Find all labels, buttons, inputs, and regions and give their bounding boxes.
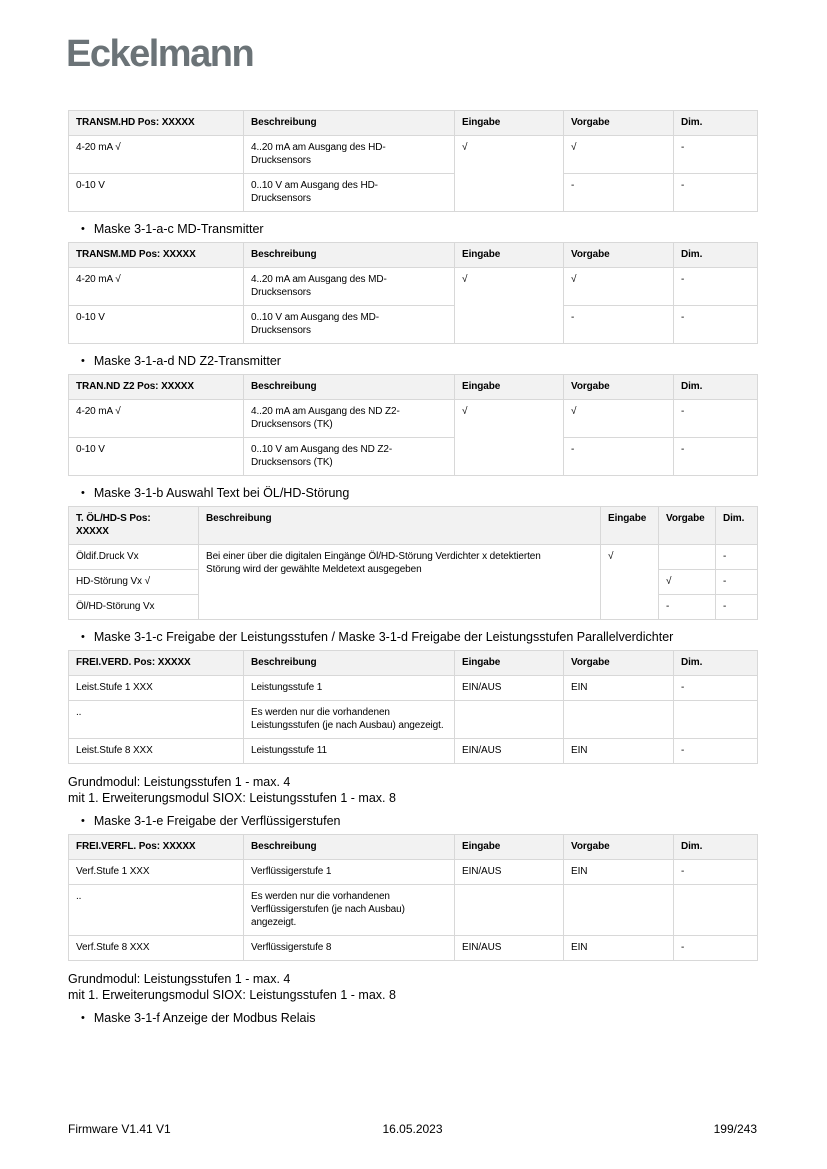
bullet-text: Maske 3-1-a-d ND Z2-Transmitter <box>93 354 281 368</box>
table-transm-md <box>68 242 758 344</box>
column-header: Beschreibung <box>244 835 455 860</box>
column-header: Beschreibung <box>244 375 455 400</box>
table-frei-verfl <box>68 834 758 961</box>
note-grundmodul-1 <box>68 774 757 806</box>
bullet-maske-3-1-b <box>68 486 757 501</box>
column-header: Vorgabe <box>564 111 674 136</box>
table-cell: - <box>716 570 758 595</box>
column-header: T. ÖL/HD-S Pos: XXXXX <box>69 507 199 545</box>
column-header: Vorgabe <box>564 651 674 676</box>
table-cell: .. <box>69 701 244 739</box>
table-cell: Es werden nur die vorhandenen Leistungsstufen (je nach Ausbau) angezeigt. <box>244 701 455 739</box>
table-cell: Verflüssigerstufe 8 <box>244 936 455 961</box>
bullet-maske-3-1-a-d <box>68 354 757 369</box>
table-row <box>69 676 758 701</box>
footer-firmware-version: Firmware V1.41 V1 <box>68 1122 171 1136</box>
column-header: Dim. <box>674 111 758 136</box>
table-cell: Verf.Stufe 8 XXX <box>69 936 244 961</box>
table-row <box>69 136 758 174</box>
note-line: mit 1. Erweiterungsmodul SIOX: Leistungsstufen 1 - max. 8 <box>68 988 396 1002</box>
table-cell: √ <box>455 136 564 212</box>
table-cell: √ <box>659 570 716 595</box>
column-header: TRANSM.HD Pos: XXXXX <box>69 111 244 136</box>
bullet-marker: • <box>81 631 85 643</box>
table-header-row <box>69 375 758 400</box>
column-header: Eingabe <box>455 375 564 400</box>
bullet-marker: • <box>81 355 85 367</box>
bullet-marker: • <box>81 815 85 827</box>
table-cell: 4-20 mA √ <box>69 136 244 174</box>
column-header: Vorgabe <box>564 375 674 400</box>
note-line: Grundmodul: Leistungsstufen 1 - max. 4 <box>68 972 291 986</box>
table-header-row <box>69 507 758 545</box>
table-cell: - <box>564 438 674 476</box>
table-row <box>69 701 758 739</box>
table-cell: 4..20 mA am Ausgang des ND Z2- Drucksensors (TK) <box>244 400 455 438</box>
table-cell: 4..20 mA am Ausgang des MD- Drucksensors <box>244 268 455 306</box>
bullet-maske-3-1-e <box>68 814 757 829</box>
table-cell: 0..10 V am Ausgang des HD- Drucksensors <box>244 174 455 212</box>
table-cell <box>564 885 674 936</box>
table-cell: EIN/AUS <box>455 860 564 885</box>
table-cell: Öldif.Druck Vx <box>69 545 199 570</box>
table-cell: Es werden nur die vorhandenen Verflüssigerstufen (je nach Ausbau) angezeigt. <box>244 885 455 936</box>
table-cell: 0..10 V am Ausgang des MD- Drucksensors <box>244 306 455 344</box>
table-row <box>69 174 758 212</box>
column-header: Vorgabe <box>564 835 674 860</box>
table-cell: EIN/AUS <box>455 936 564 961</box>
table-cell: 0-10 V <box>69 174 244 212</box>
table-cell: Leistungsstufe 1 <box>244 676 455 701</box>
table-cell: Leist.Stufe 8 XXX <box>69 739 244 764</box>
table-cell: 0-10 V <box>69 438 244 476</box>
table-header-row <box>69 835 758 860</box>
column-header: Eingabe <box>455 111 564 136</box>
table-cell: Öl/HD-Störung Vx <box>69 595 199 620</box>
table-header-row <box>69 651 758 676</box>
column-header: Dim. <box>674 375 758 400</box>
table-tran-nd-z2 <box>68 374 758 476</box>
column-header: Beschreibung <box>244 651 455 676</box>
column-header: TRAN.ND Z2 Pos: XXXXX <box>69 375 244 400</box>
table-cell: - <box>674 174 758 212</box>
table-cell: - <box>674 306 758 344</box>
table-cell: .. <box>69 885 244 936</box>
table-cell: Bei einer über die digitalen Eingänge Öl/HD-Störung Verdichter x detektierten Störung wird der gewählte Meldetext ausgegeben <box>199 545 601 620</box>
column-header: FREI.VERFL. Pos: XXXXX <box>69 835 244 860</box>
table-frei-verd <box>68 650 758 764</box>
table-cell: - <box>564 174 674 212</box>
table-cell: 0..10 V am Ausgang des ND Z2- Drucksensors (TK) <box>244 438 455 476</box>
table-cell: - <box>716 545 758 570</box>
table-cell: √ <box>564 136 674 174</box>
table-row <box>69 438 758 476</box>
bullet-maske-3-1-f <box>68 1011 757 1026</box>
table-row <box>69 306 758 344</box>
column-header: Beschreibung <box>244 243 455 268</box>
table-cell: √ <box>564 268 674 306</box>
footer-date: 16.05.2023 <box>382 1122 443 1136</box>
table-cell: EIN <box>564 739 674 764</box>
table-cell: √ <box>455 400 564 476</box>
table-header-row <box>69 243 758 268</box>
bullet-text: Maske 3-1-a-c MD-Transmitter <box>93 222 264 236</box>
table-cell: - <box>564 306 674 344</box>
table-cell: - <box>674 136 758 174</box>
column-header: Dim. <box>674 243 758 268</box>
table-cell: 4-20 mA √ <box>69 268 244 306</box>
column-header: Dim. <box>674 835 758 860</box>
bullet-text: Maske 3-1-e Freigabe der Verflüssigerstufen <box>93 814 341 828</box>
page-content <box>68 110 757 1031</box>
table-cell: EIN <box>564 676 674 701</box>
table-row <box>69 936 758 961</box>
table-cell <box>659 545 716 570</box>
table-row <box>69 860 758 885</box>
table-cell: - <box>674 438 758 476</box>
column-header: Beschreibung <box>244 111 455 136</box>
table-transm-hd <box>68 110 758 212</box>
table-cell: - <box>659 595 716 620</box>
note-line: mit 1. Erweiterungsmodul SIOX: Leistungsstufen 1 - max. 8 <box>68 791 396 805</box>
table-cell: - <box>674 268 758 306</box>
column-header: Eingabe <box>455 243 564 268</box>
column-header: Vorgabe <box>564 243 674 268</box>
note-line: Grundmodul: Leistungsstufen 1 - max. 4 <box>68 775 291 789</box>
footer-page-number: 199/243 <box>713 1122 758 1136</box>
table-cell: - <box>716 595 758 620</box>
table-cell <box>455 701 564 739</box>
table-cell <box>674 701 758 739</box>
table-cell <box>564 701 674 739</box>
table-cell: - <box>674 739 758 764</box>
table-row <box>69 545 758 570</box>
column-header: Dim. <box>674 651 758 676</box>
table-row <box>69 268 758 306</box>
column-header: Vorgabe <box>659 507 716 545</box>
bullet-text: Maske 3-1-b Auswahl Text bei ÖL/HD-Störung <box>93 486 350 500</box>
table-cell: 4-20 mA √ <box>69 400 244 438</box>
table-cell: EIN <box>564 860 674 885</box>
column-header: Eingabe <box>601 507 659 545</box>
column-header: Beschreibung <box>199 507 601 545</box>
table-cell <box>674 885 758 936</box>
table-row <box>69 739 758 764</box>
table-cell: Verf.Stufe 1 XXX <box>69 860 244 885</box>
table-cell: 0-10 V <box>69 306 244 344</box>
table-cell: - <box>674 400 758 438</box>
column-header: TRANSM.MD Pos: XXXXX <box>69 243 244 268</box>
table-cell: √ <box>601 545 659 620</box>
bullet-marker: • <box>81 223 85 235</box>
column-header: FREI.VERD. Pos: XXXXX <box>69 651 244 676</box>
bullet-maske-3-1-a-c <box>68 222 757 237</box>
note-grundmodul-2 <box>68 971 757 1003</box>
table-cell: HD-Störung Vx √ <box>69 570 199 595</box>
bullet-text: Maske 3-1-f Anzeige der Modbus Relais <box>93 1011 316 1025</box>
column-header: Eingabe <box>455 835 564 860</box>
bullet-maske-3-1-c <box>68 630 757 645</box>
table-cell: - <box>674 936 758 961</box>
table-cell: EIN/AUS <box>455 739 564 764</box>
table-cell: EIN <box>564 936 674 961</box>
table-cell: - <box>674 676 758 701</box>
bullet-text: Maske 3-1-c Freigabe der Leistungsstufen / Maske 3-1-d Freigabe der Leistungsstufen Parallelverdichter <box>93 630 674 644</box>
table-cell: √ <box>455 268 564 344</box>
column-header: Dim. <box>716 507 758 545</box>
table-cell: Leistungsstufe 11 <box>244 739 455 764</box>
bullet-marker: • <box>81 1012 85 1024</box>
page-footer <box>68 1122 757 1136</box>
table-row <box>69 885 758 936</box>
table-cell <box>455 885 564 936</box>
table-row <box>69 400 758 438</box>
table-cell: Verflüssigerstufe 1 <box>244 860 455 885</box>
table-cell: - <box>674 860 758 885</box>
table-cell: 4..20 mA am Ausgang des HD- Drucksensors <box>244 136 455 174</box>
table-cell: EIN/AUS <box>455 676 564 701</box>
bullet-marker: • <box>81 487 85 499</box>
table-cell: Leist.Stufe 1 XXX <box>69 676 244 701</box>
column-header: Eingabe <box>455 651 564 676</box>
eckelmann-logo: Eckelmann <box>66 33 254 75</box>
table-cell: √ <box>564 400 674 438</box>
table-t-oel-hd-s <box>68 506 758 620</box>
table-header-row <box>69 111 758 136</box>
